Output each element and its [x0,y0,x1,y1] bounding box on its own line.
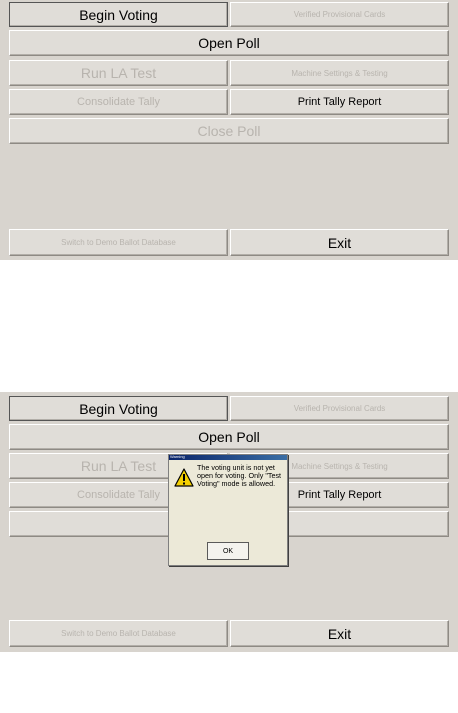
run-la-test-button[interactable]: Run LA Test [9,60,228,86]
begin-voting-button[interactable]: Begin Voting [9,396,228,421]
open-poll-button[interactable]: Open Poll [9,30,449,56]
print-tally-report-button[interactable]: Print Tally Report [230,482,449,508]
consolidate-tally-button[interactable]: Consolidate Tally [9,89,228,115]
dialog-title: Warning [170,454,185,459]
machine-settings-testing-button[interactable]: Machine Settings & Testing [230,60,449,86]
warning-dialog [168,454,288,566]
begin-voting-button[interactable]: Begin Voting [9,2,228,27]
switch-demo-database-button[interactable]: Switch to Demo Ballot Database [9,229,228,256]
run-la-test-button[interactable]: Run LA Test [9,453,228,479]
dialog-message: The voting unit is not yet open for voting. Only "Test Voting" mode is allowed. [197,463,282,489]
warning-icon [174,468,194,488]
dialog-titlebar [169,455,287,460]
exit-button[interactable]: Exit [230,620,449,647]
switch-demo-database-button[interactable]: Switch to Demo Ballot Database [9,620,228,647]
poll-worker-menu-screen-1 [0,0,458,260]
verified-provisional-cards-button[interactable]: Verified Provisional Cards [230,396,449,421]
poll-worker-menu-screen-2 [0,392,458,652]
verified-provisional-cards-button[interactable]: Verified Provisional Cards [230,2,449,27]
ok-button[interactable]: OK [207,542,249,560]
consolidate-tally-button[interactable]: Consolidate Tally [9,482,228,508]
close-poll-button[interactable]: Close Poll [9,118,449,144]
exit-button[interactable]: Exit [230,229,449,256]
print-tally-report-button[interactable]: Print Tally Report [230,89,449,115]
open-poll-button[interactable]: Open Poll [9,424,449,450]
machine-settings-testing-button[interactable]: Machine Settings & Testing [230,453,449,479]
